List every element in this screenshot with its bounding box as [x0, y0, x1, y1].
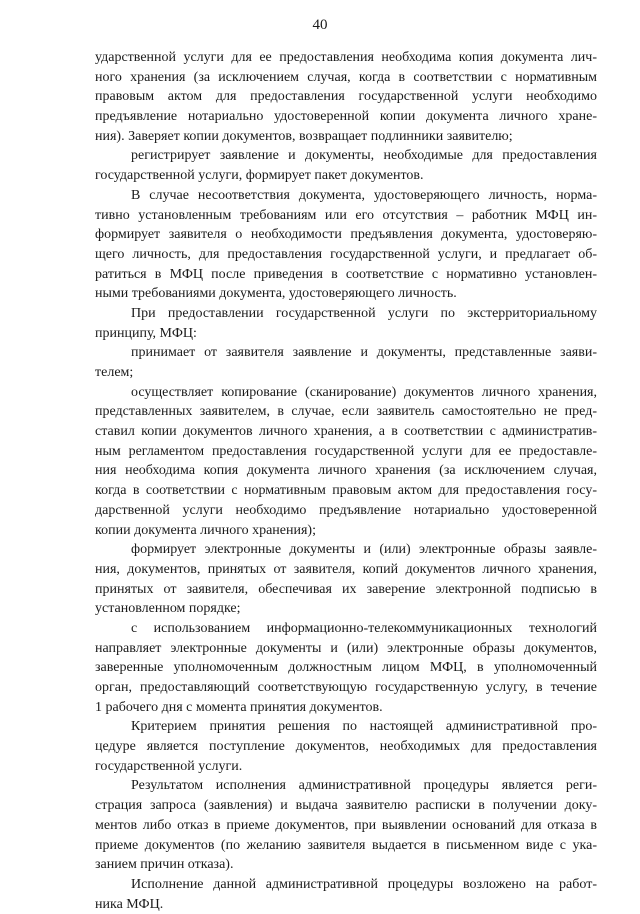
- paragraph: [95, 383, 597, 541]
- text-line: Результатом исполнения административной процедуры является реги-: [131, 778, 597, 794]
- page-number: 40: [312, 17, 328, 33]
- paragraph: [95, 540, 597, 619]
- text-line: приеме документов (по желанию заявителя выдается в письменном виде с ука-: [95, 837, 597, 853]
- paragraph: [95, 186, 597, 304]
- text-line: установленном порядке;: [95, 601, 241, 617]
- paragraph: [95, 875, 597, 914]
- text-line: тивно установленным требованиям или его отсутствия – работник МФЦ ин-: [95, 207, 597, 223]
- paragraph: [95, 619, 597, 717]
- text-line: занием причин отказа).: [95, 857, 234, 873]
- paragraph: [95, 776, 597, 874]
- text-line: ного хранения (за исключением случая, когда в соответствии с нормативным: [95, 69, 597, 85]
- paragraph: [95, 343, 597, 382]
- text-line: принципу, МФЦ:: [95, 325, 197, 341]
- text-line: государственной услуги.: [95, 758, 243, 774]
- text-line: В случае несоответствия документа, удостоверяющего личность, норма-: [131, 187, 597, 203]
- text-line: ставил копии документов личного хранения, а в соответствии с административ-: [95, 424, 597, 440]
- paragraph: [95, 717, 597, 776]
- paragraph: [95, 304, 597, 343]
- text-line: принимает от заявителя заявление и документы, представленные заяви-: [131, 345, 597, 361]
- text-line: Критерием принятия решения по настоящей административной про-: [131, 719, 597, 735]
- text-line: государственной услуги, формирует пакет документов.: [95, 168, 424, 184]
- text-line: ния, документов, принятых от заявителя, копий документов личного хранения,: [95, 561, 597, 577]
- text-line: ния необходима копия документа личного хранения (за исключением случая,: [95, 463, 597, 479]
- text-line: направляет электронные документы и (или) электронные образы документов,: [95, 640, 597, 656]
- text-line: 1 рабочего дня с момента принятия документов.: [95, 699, 383, 715]
- text-line: правовым актом для предоставления государственной услуги необходимо: [95, 89, 597, 105]
- text-line: формирует электронные документы и (или) электронные образы заявле-: [131, 542, 597, 558]
- paragraph: [95, 48, 597, 146]
- text-line: ния). Заверяет копии документов, возвращает подлинники заявителю;: [95, 128, 513, 144]
- text-line: когда в соответствии с нормативным правовым актом для предоставления госу-: [95, 483, 597, 499]
- text-line: ударственной услуги для ее предоставления необходима копия документа лич-: [95, 50, 597, 65]
- text-line: принятых от заявителя, обеспечивая их заверение электронной подписью в: [95, 581, 597, 597]
- text-line: представленных заявителем, в случае, если заявитель самостоятельно не пред-: [95, 404, 597, 420]
- text-line: ника МФЦ.: [95, 896, 164, 912]
- text-line: ратиться в МФЦ после приведения в соответствие с нормативно установлен-: [95, 266, 597, 282]
- text-line: с использованием информационно-телекоммуникационных технологий: [131, 620, 597, 636]
- text-line: осуществляет копирование (сканирование) документов личного хранения,: [131, 384, 597, 400]
- text-line: копии документа личного хранения);: [95, 522, 316, 538]
- text-line: регистрирует заявление и документы, необходимые для предоставления: [131, 148, 597, 164]
- paragraph: [95, 146, 597, 185]
- text-line: заверенные уполномоченным должностным лицом МФЦ, в уполномоченный: [95, 660, 597, 676]
- text-line: страция запроса (заявления) и выдача заявителю расписки в получении доку-: [95, 798, 597, 814]
- document-body: [95, 48, 597, 914]
- text-line: ными требованиями документа, удостоверяющего личность.: [95, 286, 457, 302]
- text-line: ным регламентом предоставления государственной услуги для ее предоставле-: [95, 443, 597, 459]
- text-line: ментов либо отказ в приеме документов, при выявлении оснований для отказа в: [95, 817, 597, 833]
- text-line: орган, предоставляющий соответствующую государственную услугу, в течение: [95, 680, 597, 695]
- text-line: предъявление нотариально удостоверенной копии документа личного хране-: [95, 109, 597, 125]
- text-line: цедуре является поступление документов, необходимых для предоставления: [95, 739, 597, 755]
- text-line: щего личность, для предоставления государственной услуги, и предлагает об-: [95, 246, 597, 262]
- text-line: телем;: [95, 365, 134, 380]
- text-line: формирует заявителя о необходимости предъявления документа, удостоверяю-: [95, 227, 597, 243]
- text-line: При предоставлении государственной услуги по экстерриториальному: [131, 305, 597, 321]
- text-line: Исполнение данной административной процедуры возложено на работ-: [131, 876, 597, 892]
- text-line: дарственной услуги необходимо предъявление нотариально удостоверенной: [95, 502, 597, 518]
